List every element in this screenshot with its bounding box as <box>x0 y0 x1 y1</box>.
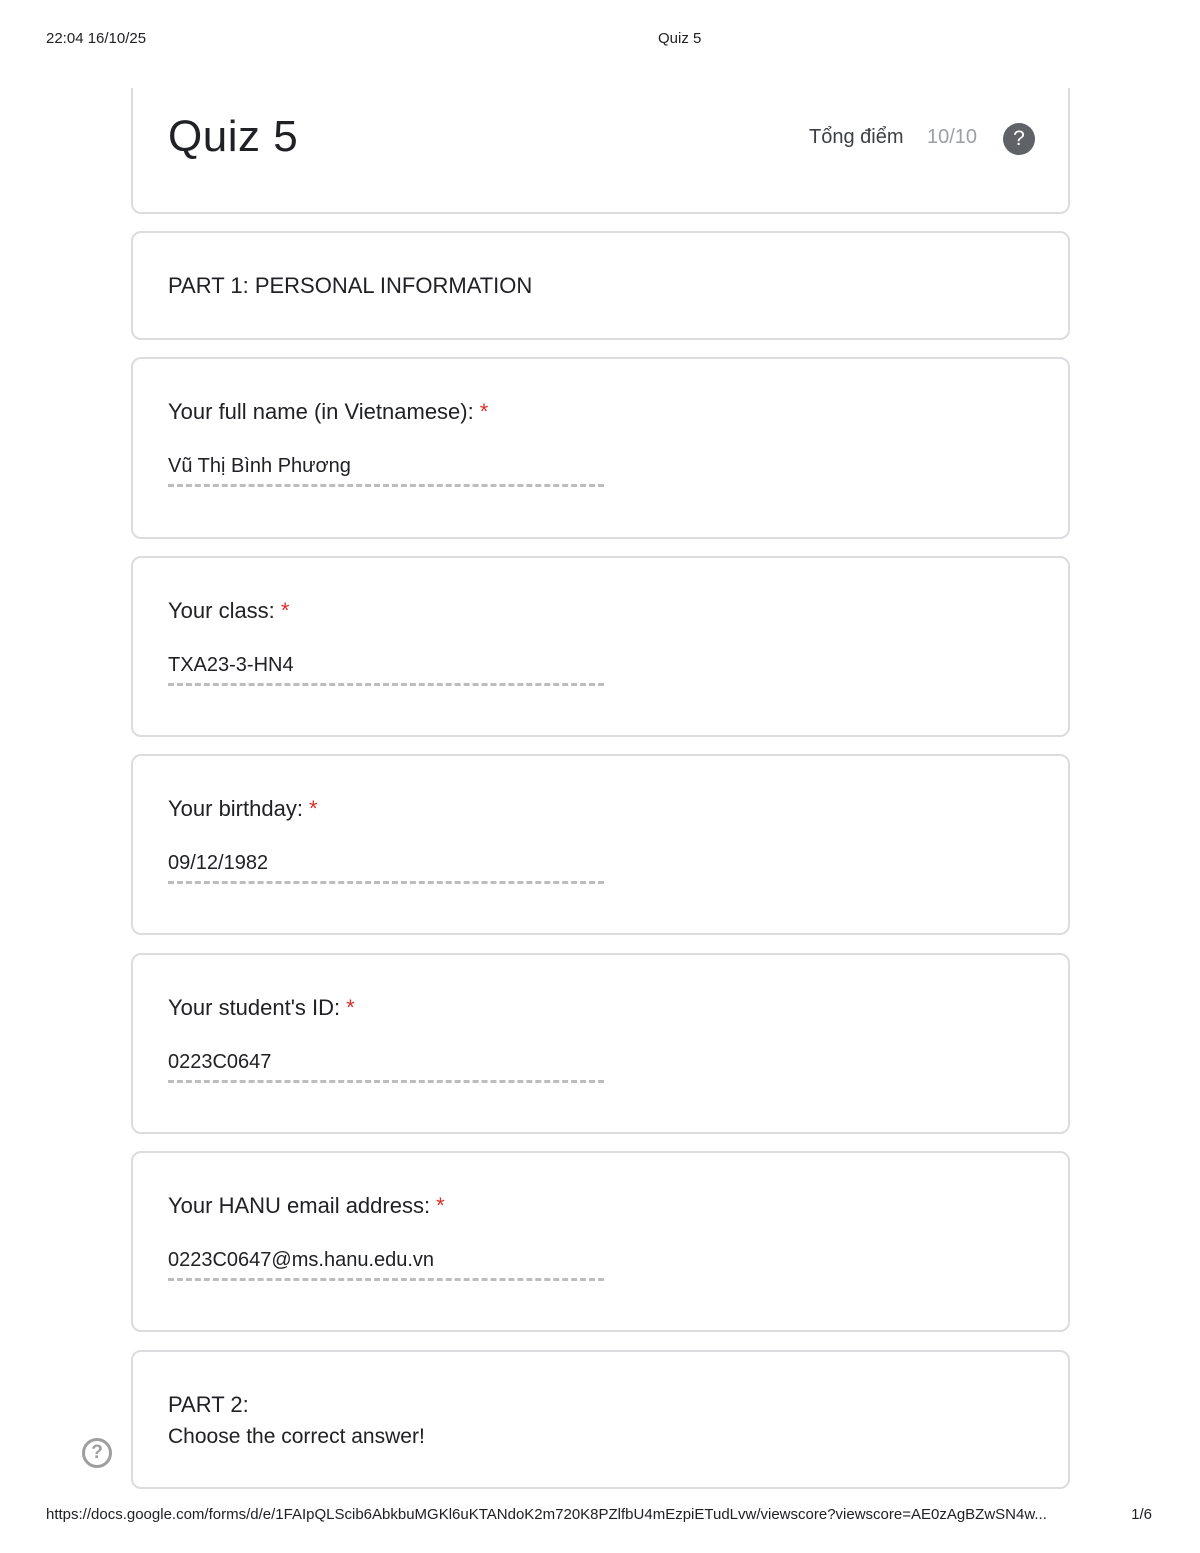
question-card-full-name <box>131 357 1070 539</box>
question-label: Your HANU email address: * <box>168 1193 445 1218</box>
print-timestamp: 22:04 16/10/25 <box>46 30 147 47</box>
section-part1-card <box>131 231 1070 340</box>
page-number: 1/6 <box>1131 1506 1152 1523</box>
section-title: PART 1: PERSONAL INFORMATION <box>168 273 533 298</box>
print-page-title: Quiz 5 <box>658 30 702 47</box>
form-header-card <box>131 88 1070 214</box>
question-label: Your birthday: * <box>168 796 318 821</box>
email-answer: 0223C0647@ms.hanu.edu.vn <box>168 1249 604 1281</box>
help-circle-icon[interactable]: ? <box>1003 123 1035 155</box>
question-card-birthday <box>131 754 1070 935</box>
birthday-answer: 09/12/1982 <box>168 852 604 884</box>
print-footer <box>46 1506 1152 1524</box>
section-part2-card <box>131 1350 1070 1489</box>
quiz-title: Quiz 5 <box>168 112 299 161</box>
question-label: Your full name (in Vietnamese): * <box>168 399 489 424</box>
required-asterisk: * <box>280 598 290 623</box>
question-label: Your student's ID: * <box>168 995 355 1020</box>
question-card-student-id <box>131 953 1070 1134</box>
question-label: Your class: * <box>168 598 290 623</box>
question-card-email <box>131 1151 1070 1332</box>
print-header <box>46 30 1152 48</box>
section-description: Choose the correct answer! <box>168 1425 425 1448</box>
section-title: PART 2: <box>168 1392 249 1417</box>
class-answer: TXA23-3-HN4 <box>168 654 604 686</box>
help-outline-icon[interactable]: ? <box>82 1438 112 1468</box>
required-asterisk: * <box>308 796 318 821</box>
student-id-answer: 0223C0647 <box>168 1051 604 1083</box>
score-label: Tổng điểm <box>809 126 904 148</box>
full-name-answer: Vũ Thị Bình Phương <box>168 455 604 487</box>
required-asterisk: * <box>346 995 355 1020</box>
required-asterisk: * <box>436 1193 445 1218</box>
question-card-class <box>131 556 1070 737</box>
required-asterisk: * <box>479 399 489 424</box>
score-value: 10/10 <box>927 126 978 148</box>
print-url: https://docs.google.com/forms/d/e/1FAIpQLScib6AbkbuMGKl6uKTANdoK2m720K8PZlfbU4mEzpiETudLvw/viewscore?viewscore=AE0zAgBZwSN4w... <box>46 1506 1047 1523</box>
